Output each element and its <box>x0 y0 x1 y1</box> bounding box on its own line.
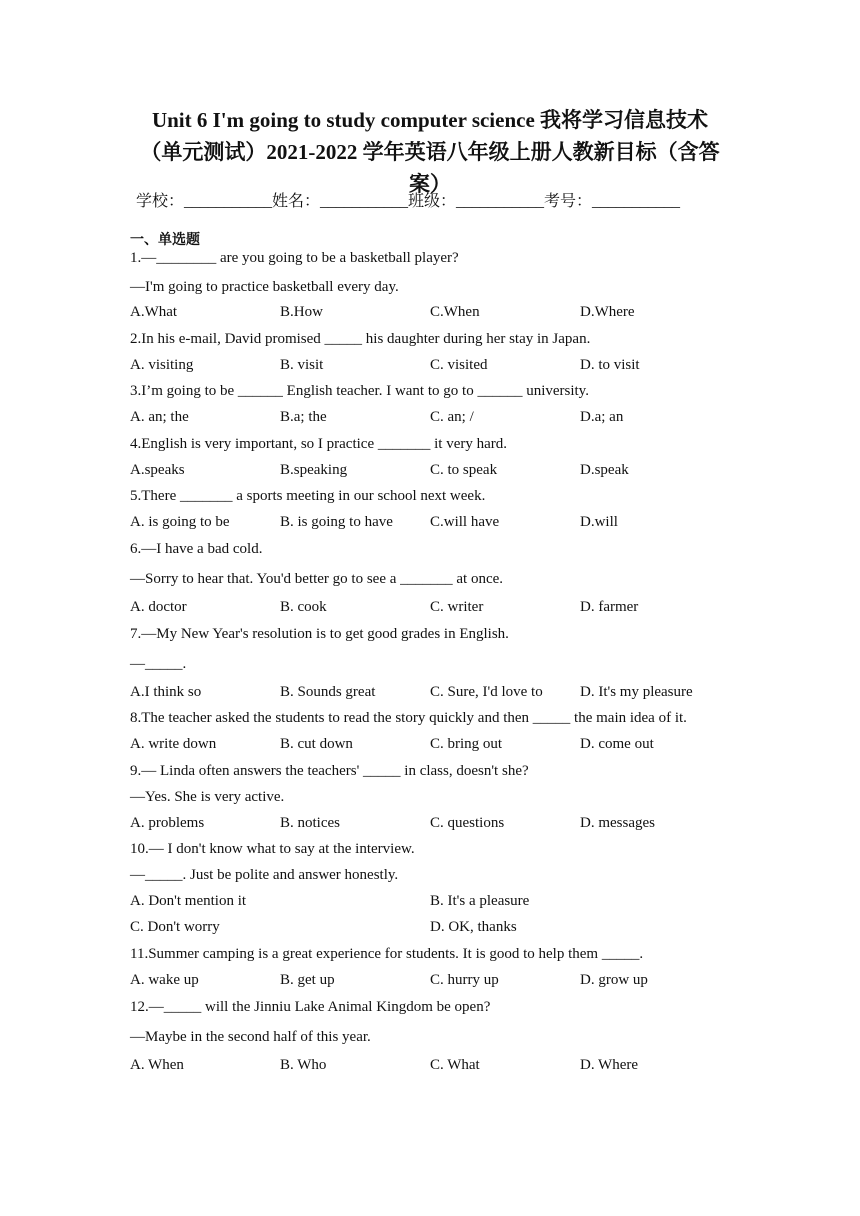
document-title <box>100 104 760 200</box>
question-7-line-2: —_____. <box>130 656 187 672</box>
title-line-3: 案） <box>409 172 451 196</box>
option-b: B.a; the <box>280 409 327 425</box>
option-a: A.I think so <box>130 684 202 700</box>
question-1-line-2: —I'm going to practice basketball every day. <box>130 279 399 295</box>
option-d: D.a; an <box>580 409 624 425</box>
question-2-line-1: 2.In his e-mail, David promised _____ his daughter during her stay in Japan. <box>130 331 591 347</box>
option-a: A. write down <box>130 736 217 752</box>
option-c: C. What <box>430 1057 480 1073</box>
option-a: A. problems <box>130 815 205 831</box>
option-a: A. Don't mention it <box>130 893 247 909</box>
question-5-options <box>130 514 750 534</box>
question-11-line-1: 11.Summer camping is a great experience for students. It is good to help them _____. <box>130 946 644 962</box>
option-c: C. visited <box>430 357 488 373</box>
option-b: B.How <box>280 304 323 320</box>
option-d: D. OK, thanks <box>430 919 517 935</box>
question-7-options <box>130 684 750 704</box>
question-4-options <box>130 462 750 482</box>
option-d: D.Where <box>580 304 635 320</box>
option-b: B. Who <box>280 1057 327 1073</box>
option-d: D. Where <box>580 1057 639 1073</box>
student-info-line: 学校：___________姓名：___________班级：___________考号：___________ <box>136 193 681 210</box>
title-line-2: （单元测试）2021-2022 学年英语八年级上册人教新目标（含答 <box>140 140 720 164</box>
option-a: A. doctor <box>130 599 187 615</box>
question-9-line-1: 9.— Linda often answers the teachers' _____ in class, doesn't she? <box>130 763 529 779</box>
option-a: A. is going to be <box>130 514 230 530</box>
question-4-line-1: 4.English is very important, so I practice _______ it very hard. <box>130 436 507 452</box>
question-8-line-1: 8.The teacher asked the students to read the story quickly and then _____ the main idea of it. <box>130 710 687 726</box>
question-3-line-1: 3.I’m going to be ______ English teacher. I want to go to ______ university. <box>130 383 589 399</box>
question-11-options <box>130 972 750 992</box>
option-b: B. It's a pleasure <box>430 893 530 909</box>
question-6-line-2: —Sorry to hear that. You'd better go to see a _______ at once. <box>130 571 504 587</box>
option-b: B. notices <box>280 815 340 831</box>
option-b: B. get up <box>280 972 335 988</box>
option-d: D. come out <box>580 736 654 752</box>
question-2-options <box>130 357 750 377</box>
option-c: C. an; / <box>430 409 474 425</box>
option-a: A.What <box>130 304 178 320</box>
question-12-options <box>130 1057 750 1077</box>
option-c: C. bring out <box>430 736 503 752</box>
option-b: B. cook <box>280 599 327 615</box>
option-a: A.speaks <box>130 462 185 478</box>
option-c: C. writer <box>430 599 484 615</box>
option-b: B. Sounds great <box>280 684 376 700</box>
option-d: D.will <box>580 514 618 530</box>
option-c: C. questions <box>430 815 505 831</box>
question-10-line-2: —_____. Just be polite and answer honestly. <box>130 867 399 883</box>
option-d: D. It's my pleasure <box>580 684 693 700</box>
option-a: A. wake up <box>130 972 199 988</box>
question-7-line-1: 7.—My New Year's resolution is to get good grades in English. <box>130 626 509 642</box>
option-c: C. hurry up <box>430 972 499 988</box>
question-12-line-2: —Maybe in the second half of this year. <box>130 1029 371 1045</box>
question-8-options <box>130 736 750 756</box>
option-d: D. to visit <box>580 357 640 373</box>
option-b: B. visit <box>280 357 324 373</box>
option-c: C. Don't worry <box>130 919 220 935</box>
option-b: B. cut down <box>280 736 353 752</box>
option-a: A. an; the <box>130 409 189 425</box>
option-c: C.When <box>430 304 480 320</box>
option-c: C.will have <box>430 514 500 530</box>
question-6-line-1: 6.—I have a bad cold. <box>130 541 263 557</box>
question-10-line-1: 10.— I don't know what to say at the interview. <box>130 841 415 857</box>
question-10-options-row-1 <box>130 893 750 913</box>
option-b: B.speaking <box>280 462 348 478</box>
section-heading: 一、单选题 <box>130 232 200 248</box>
question-9-options <box>130 815 750 835</box>
option-d: D. messages <box>580 815 655 831</box>
question-1-options <box>130 304 750 324</box>
option-a: A. When <box>130 1057 184 1073</box>
option-d: D.speak <box>580 462 629 478</box>
option-c: C. to speak <box>430 462 498 478</box>
option-b: B. is going to have <box>280 514 393 530</box>
title-line-1: Unit 6 I'm going to study computer science 我将学习信息技术 <box>151 108 709 132</box>
option-a: A. visiting <box>130 357 194 373</box>
question-1-line-1: 1.—________ are you going to be a basketball player? <box>130 250 459 266</box>
question-9-line-2: —Yes. She is very active. <box>130 789 285 805</box>
question-3-options <box>130 409 750 429</box>
option-d: D. grow up <box>580 972 648 988</box>
question-12-line-1: 12.—_____ will the Jinniu Lake Animal Kingdom be open? <box>130 999 491 1015</box>
option-d: D. farmer <box>580 599 639 615</box>
option-c: C. Sure, I'd love to <box>430 684 543 700</box>
question-6-options <box>130 599 750 619</box>
question-10-options-row-2 <box>130 919 750 939</box>
question-5-line-1: 5.There _______ a sports meeting in our school next week. <box>130 488 486 504</box>
